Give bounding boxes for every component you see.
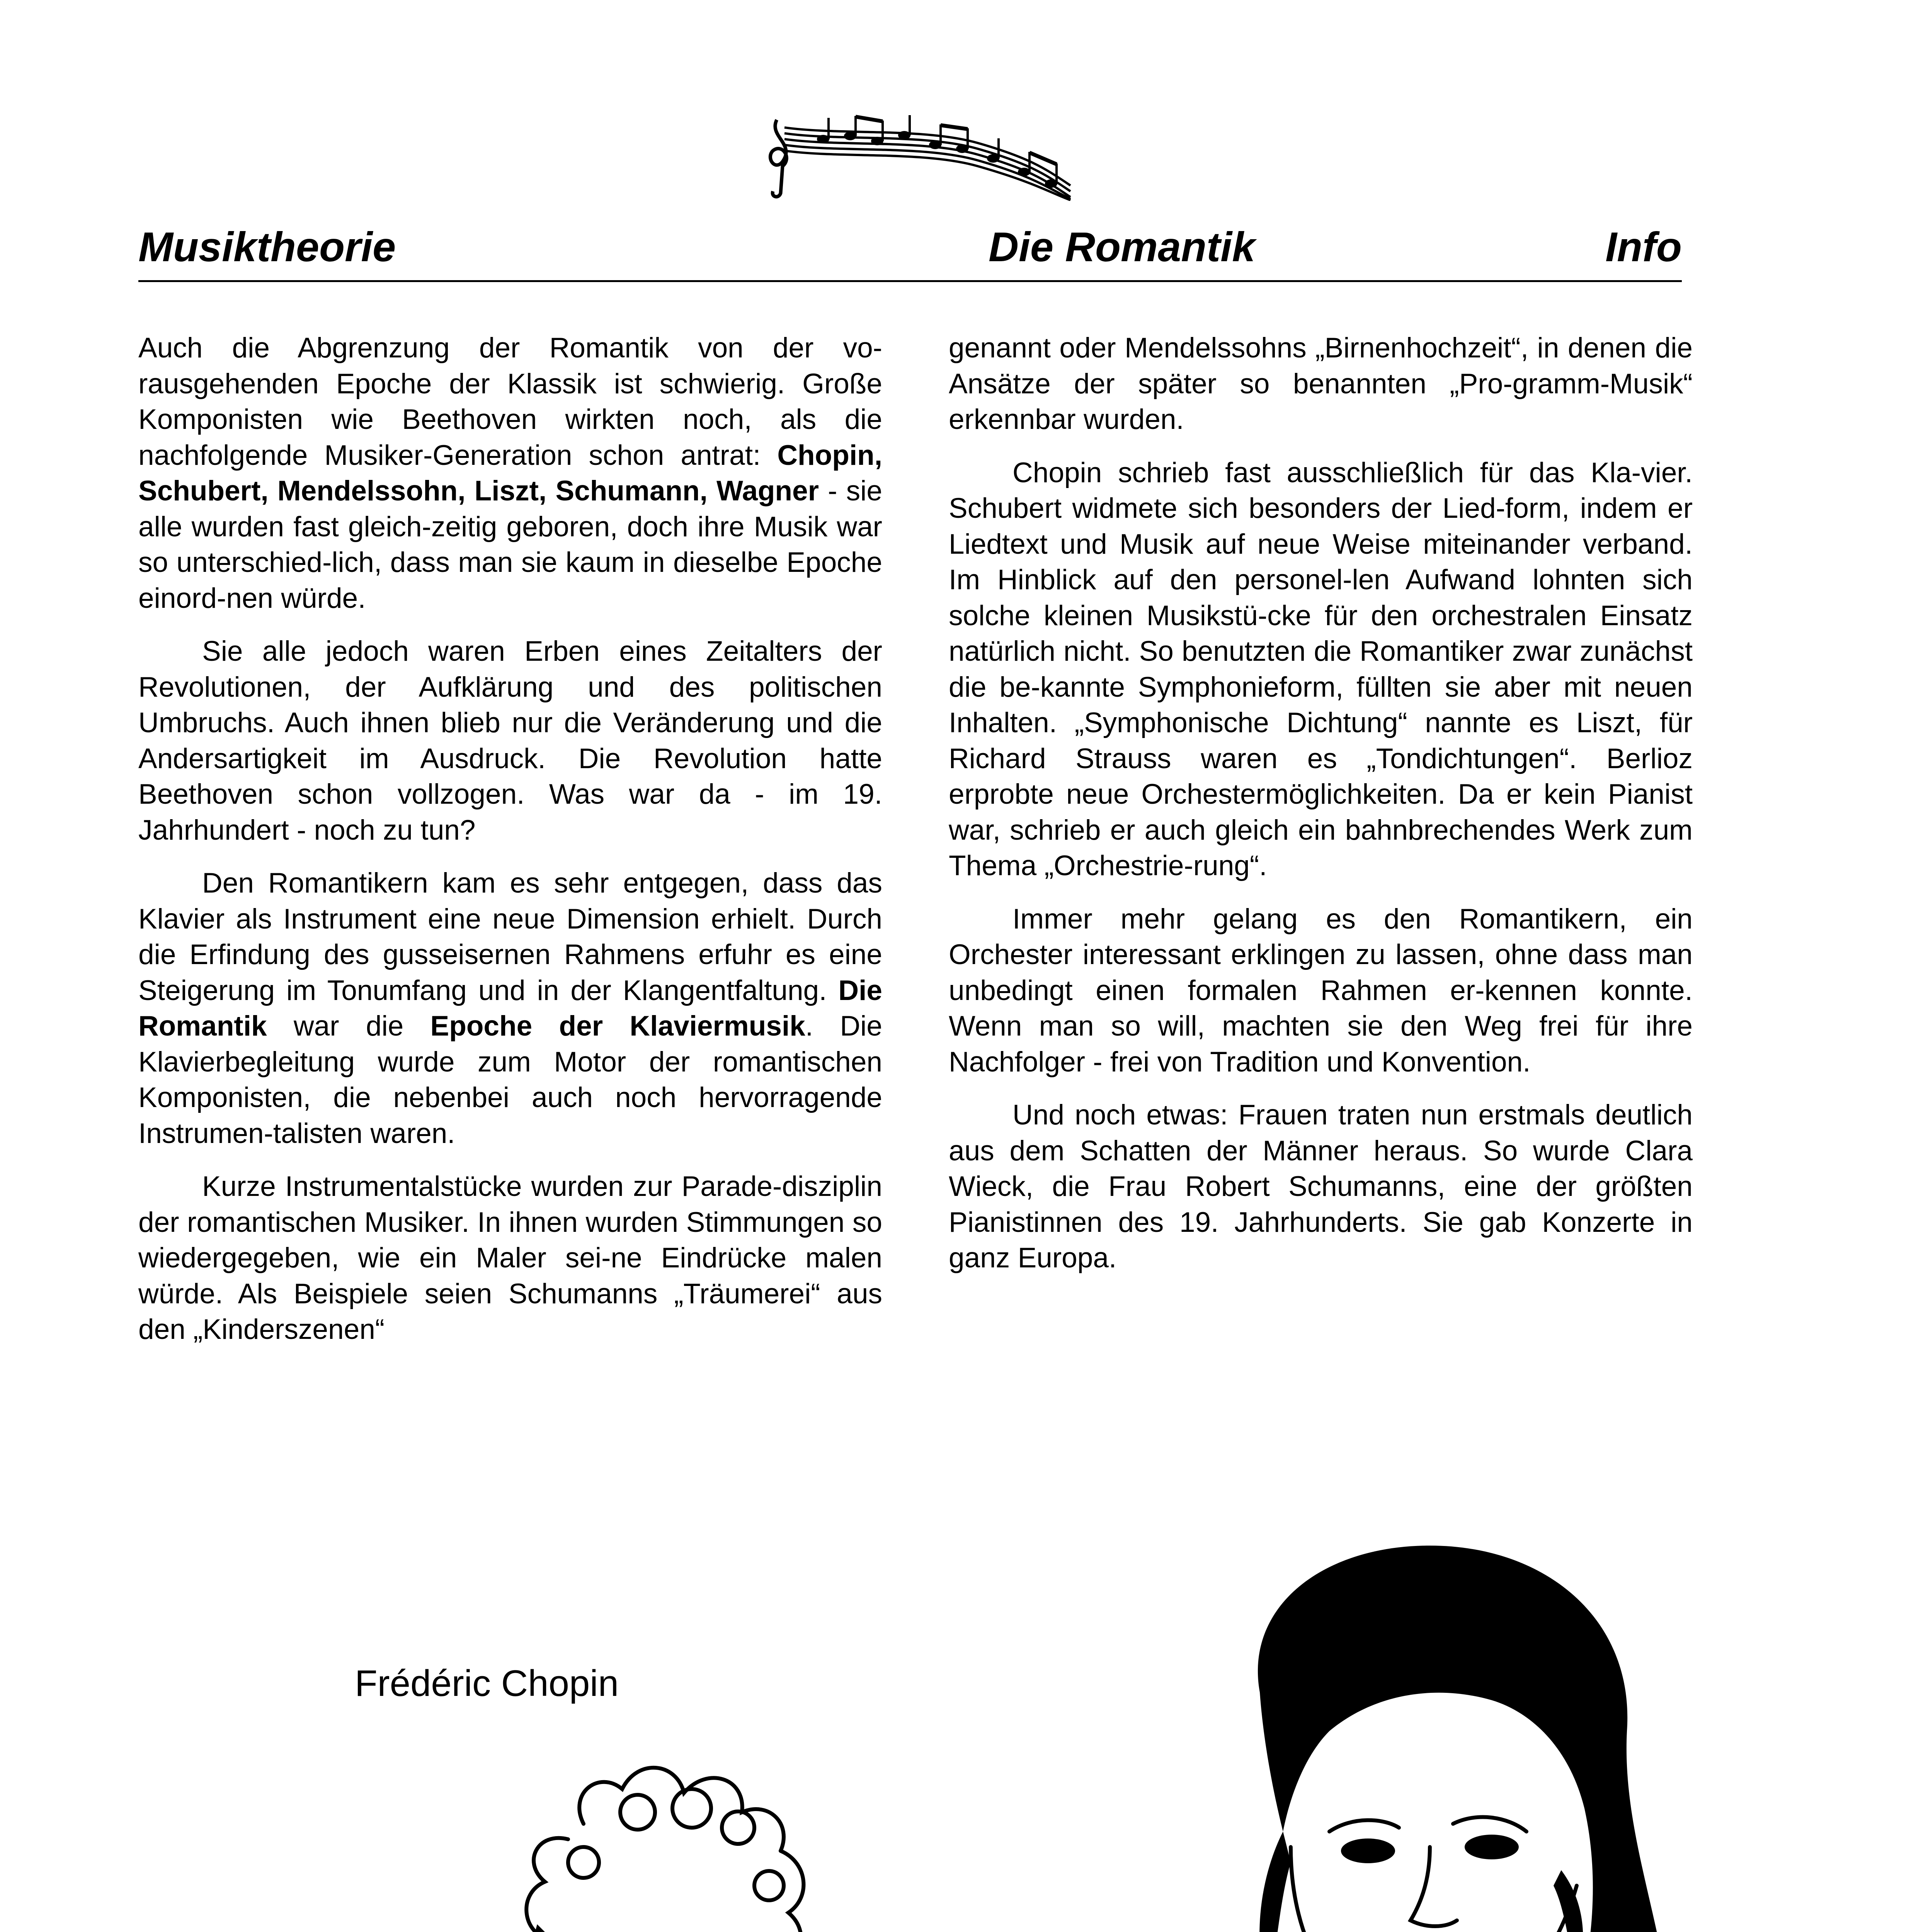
header-topic: Die Romantik xyxy=(989,223,1256,270)
paragraph: genannt oder Mendelssohns „Birnenhochzeit“, in denen die Ansätze der später so benannten „Pro-gramm-Musik“ erkennbar wurden. xyxy=(949,332,1693,435)
page-header xyxy=(138,222,1682,282)
paragraph: Chopin schrieb fast ausschließlich für das Kla-vier. Schubert widmete sich besonders der Lied-form, indem er Liedtext und Musik auf neue Weise miteinander verband. Im Hinblick auf den personel-len Aufwand lohnten sich solche kleinen Musikstü-cke für den orchestralen Einsatz natürlich nicht. So benutzten die Romantiker zwar zunächst die be-kannte Symphonieform, füllten sie aber mit neuen Inhalten. „Symphonische Dichtung“ nannte es Liszt, für Richard Strauss waren es „Tondichtungen“. Berlioz erprobte neue Orchestermöglichkeiten. Da er kein Pianist war, schrieb er auch gleich ein bahnbrechendes Werk zum Thema „Orchestrie-rung“. xyxy=(949,457,1693,881)
paragraph: Sie alle jedoch waren Erben eines Zeitalters der Revolutionen, der Aufklärung und des politischen Umbruchs. Auch ihnen blieb nur die Veränderung und die Andersartigkeit im Ausdruck. Die Revolution hatte Beethoven schon vollzogen. Was war da - im 19. Jahrhundert - noch zu tun? xyxy=(138,636,882,846)
paragraph: Kurze Instrumentalstücke wurden zur Parade-disziplin der romantischen Musiker. In ihnen wurden Stimmungen so wiedergegeben, wie ein Maler sei-ne Eindrücke malen würde. Als Beispiele seien Schumanns „Träumerei“ aus den „Kinderszenen“ xyxy=(138,1171,882,1345)
music-notes-icon xyxy=(761,112,1074,201)
chopin-portrait-illustration xyxy=(421,1723,904,1932)
paragraph: Und noch etwas: Frauen traten nun erstmals deutlich aus dem Schatten der Männer heraus. So wurde Clara Wieck, die Frau Robert Schumanns, eine der größten Pianistinnen des 19. Jahrhunderts. Sie gab Konzerte in ganz Europa. xyxy=(949,1099,1693,1274)
clara-wieck-portrait-illustration xyxy=(1159,1530,1693,1932)
paragraph: Den Romantikern kam es sehr entgegen, dass das Klavier als Instrument eine neue Dimension erhielt. Durch die Erfindung des gusseisernen Rahmens erfuhr es eine Steigerung im Tonumfang und in der Klangentfaltung. Die Romantik war die Epoche der Klaviermusik. Die Klavierbegleitung wurde zum Motor der romantischen Komponisten, die nebenbei auch noch hervorragende Instrumen-talisten waren. xyxy=(138,867,882,1149)
chopin-caption: Frédéric Chopin xyxy=(355,1663,619,1704)
paragraph: Auch die Abgrenzung der Romantik von der vo-rausgehenden Epoche der Klassik ist schwierig. Große Komponisten wie Beethoven wirkten noch, als die nachfolgende Musiker-Generation schon antrat: Chopin, Schubert, Mendelssohn, Liszt, Schumann, Wagner - sie alle wurden fast gleich-zeitig geboren, doch ihre Musik war so unterschied-lich, dass man sie kaum in dieselbe Epoche einord-nen würde. xyxy=(138,332,882,614)
text-column-right xyxy=(949,330,1693,1294)
paragraph: Immer mehr gelang es den Romantikern, ein Orchester interessant erklingen zu lassen, ohne dass man unbedingt einen formalen Rahmen er-kennen konnte. Wenn man so will, machten sie den Weg frei für ihre Nachfolger - frei von Tradition und Konvention. xyxy=(949,903,1693,1078)
text-column-left xyxy=(138,330,882,1365)
header-type: Info xyxy=(1605,223,1682,270)
header-subject: Musiktheorie xyxy=(138,223,396,270)
